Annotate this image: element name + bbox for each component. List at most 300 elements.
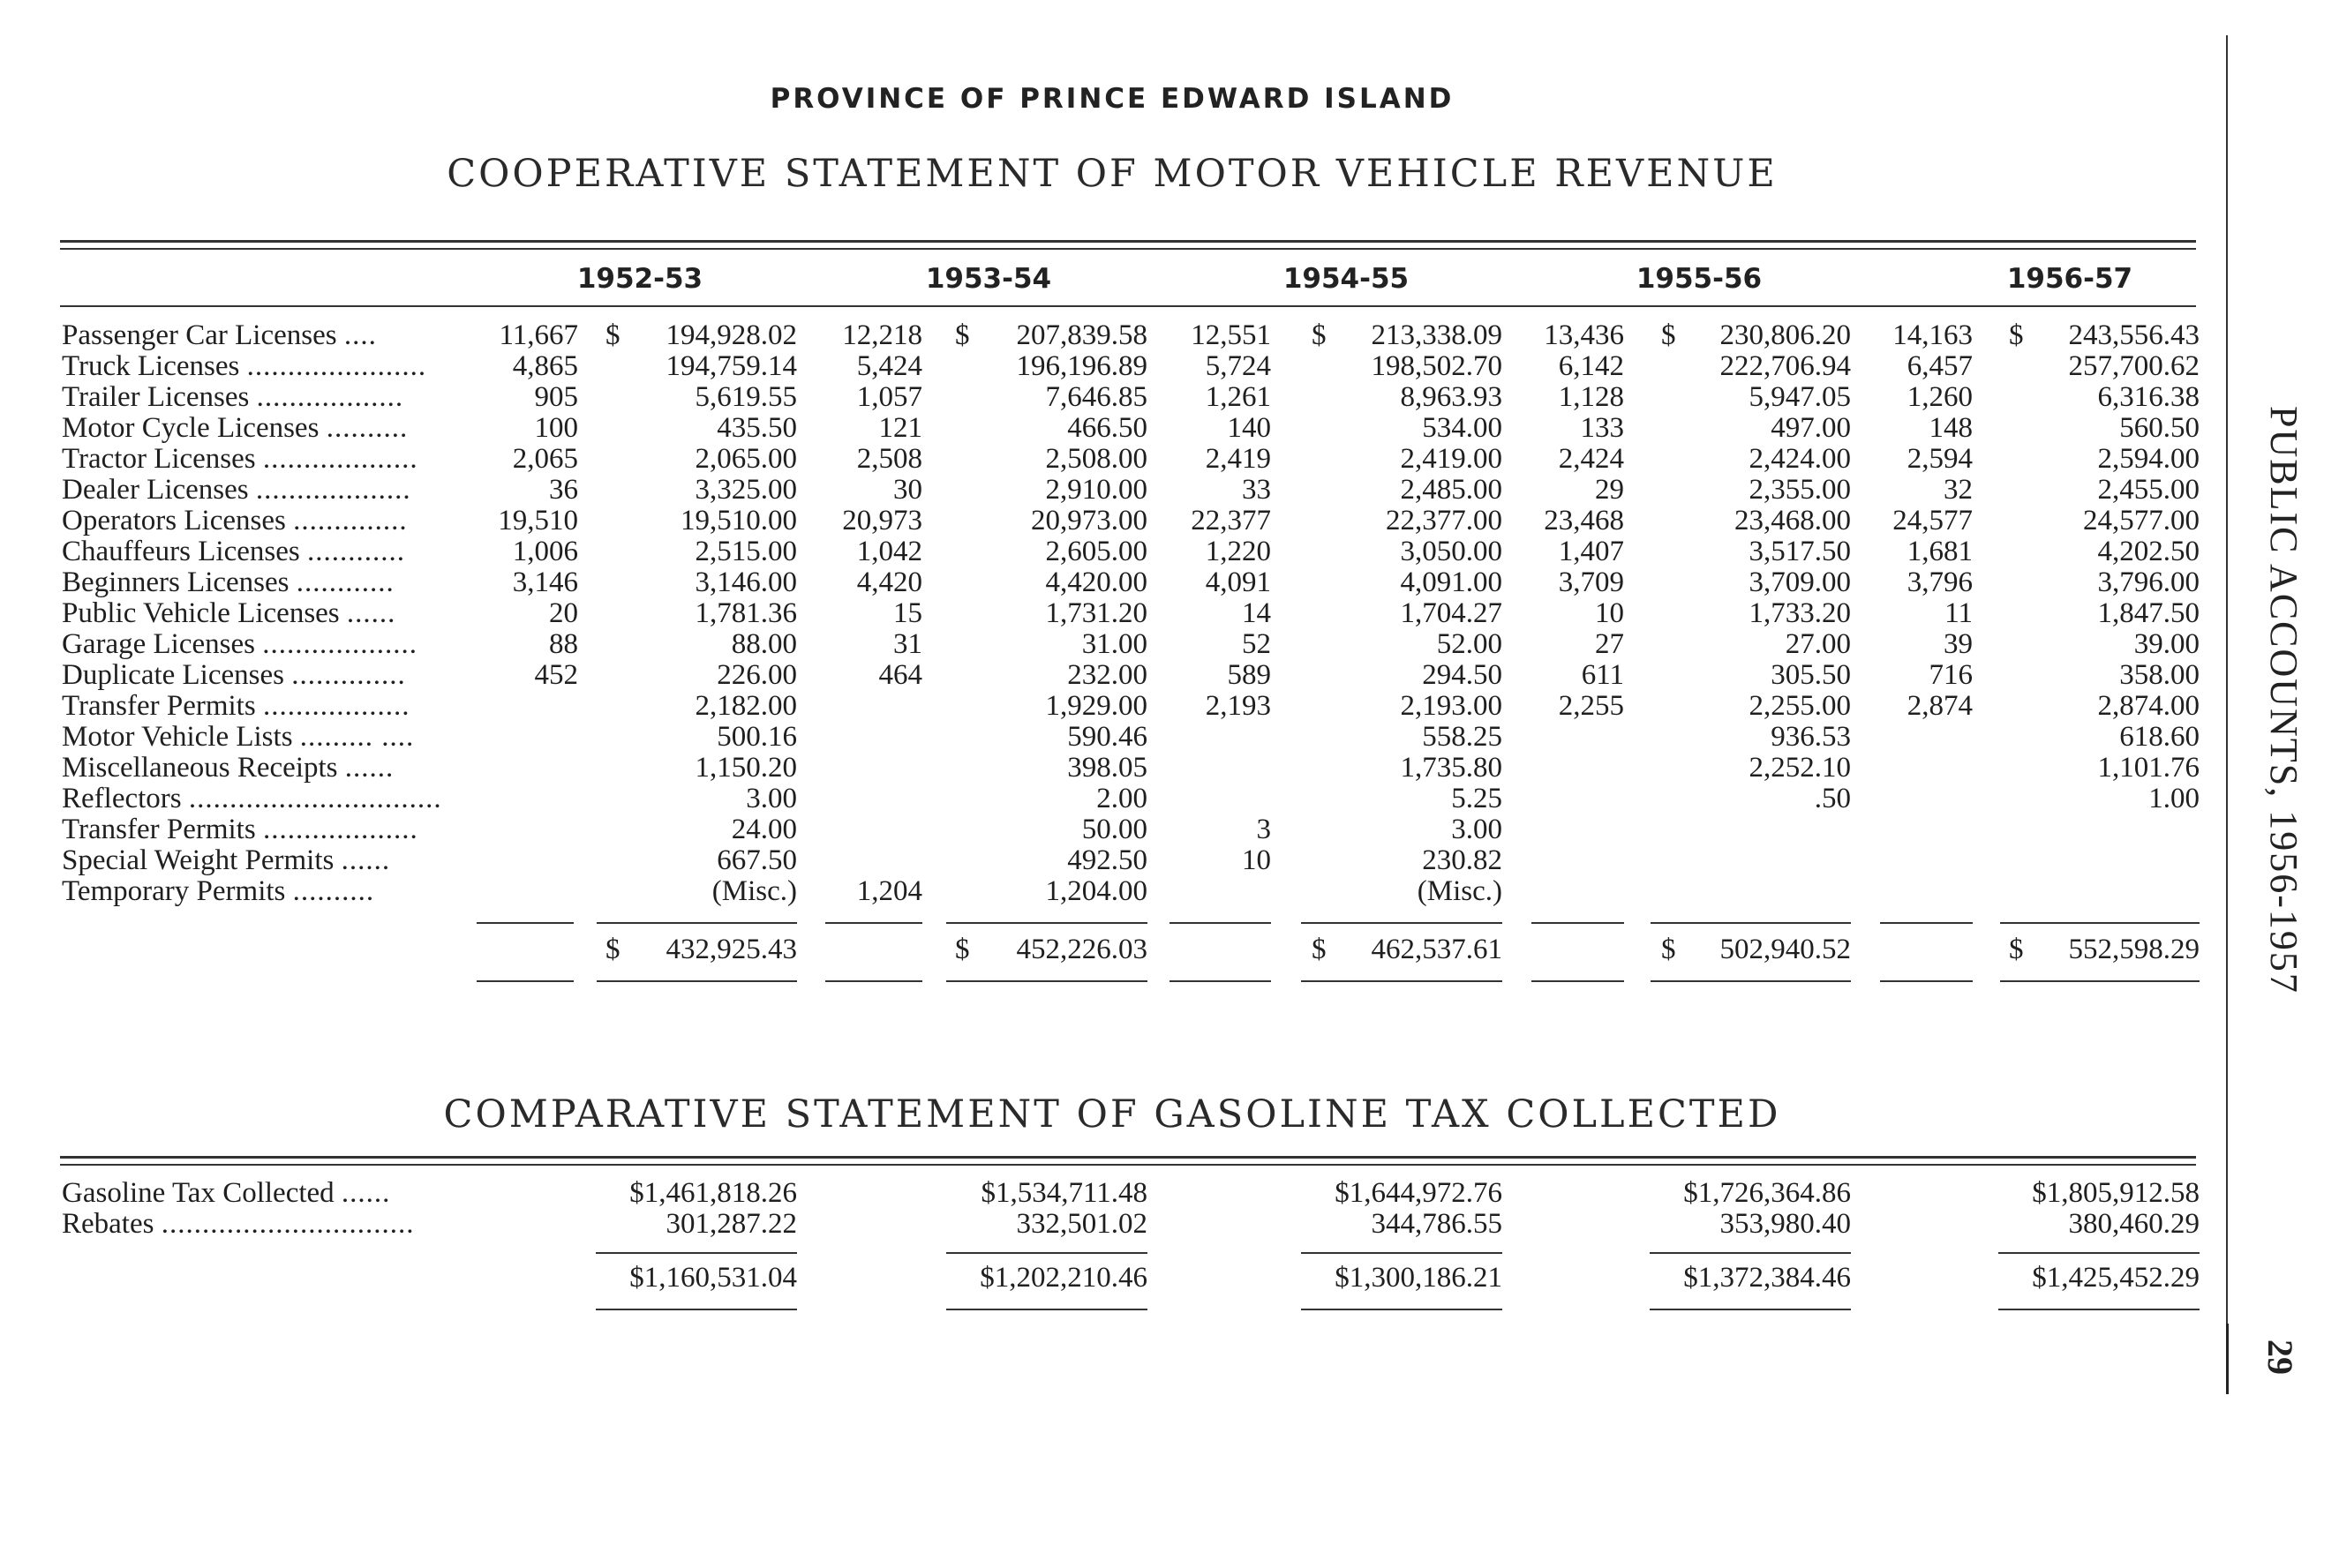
table-row [0,629,2224,660]
license-count: 27 [1595,628,1624,660]
revenue-amount: 2,515.00 [695,536,797,567]
license-count: 1,042 [856,536,922,567]
revenue-amount: 2,419.00 [1400,443,1502,475]
gas-table-top-rule-inner [60,1164,2196,1166]
license-count: 716 [1929,659,1973,691]
dollar-sign: $ [1661,319,1676,351]
revenue-amount: 6,316.38 [2097,381,2200,413]
table-row [0,320,2224,351]
row-label [62,444,468,475]
license-count: 464 [878,659,922,691]
gas-amount: 353,980.40 [1719,1208,1851,1240]
license-count: 3 [1256,814,1271,845]
revenue-amount: 20,973.00 [1031,505,1147,536]
count-total-rule [1880,922,1973,924]
license-count: 11 [1944,597,1973,629]
license-count: 6,457 [1907,350,1973,382]
row-label [62,814,468,845]
license-count: 3,796 [1907,566,1973,598]
leader-dots: ............................... [188,784,442,814]
gas-amount: $1,726,364.86 [1683,1177,1851,1209]
gas-amount: $1,534,711.48 [981,1177,1147,1209]
license-count: 2,424 [1558,443,1624,475]
license-count: 10 [1242,844,1271,876]
row-label-text: Special Weight Permits [62,845,335,876]
table-row [0,506,2224,536]
license-count: 2,874 [1907,690,1973,722]
dollar-sign: $ [2009,319,2024,351]
revenue-amount: 2,605.00 [1045,536,1147,567]
year-header: 1953-54 [925,263,1052,295]
license-count: 5,724 [1205,350,1271,382]
gas-total-amount: $1,160,531.04 [629,1262,797,1294]
table-row [0,753,2224,784]
margin-rule [2226,35,2228,1359]
total-amount: 462,537.61 [1371,934,1502,965]
license-count: 4,865 [512,350,578,382]
row-label [62,351,468,382]
revenue-amount: 226.00 [717,659,797,691]
gas-total-rule [1301,1252,1502,1254]
year-header: 1955-56 [1636,263,1763,295]
license-count: 14 [1242,597,1271,629]
gas-double-rule [1998,1309,2200,1310]
row-label [62,753,468,784]
dollar-sign: $ [955,934,970,965]
row-label-text: Truck Licenses [62,351,240,382]
total-amount: 552,598.29 [2068,934,2200,965]
revenue-amount: 560.50 [2119,412,2200,444]
row-label [62,845,468,876]
license-count: 36 [549,474,578,506]
license-count: 1,407 [1558,536,1624,567]
revenue-amount: 2,065.00 [695,443,797,475]
gas-total-amount: $1,202,210.46 [980,1262,1147,1294]
leader-dots: .............. [293,506,408,536]
province-heading: PROVINCE OF PRINCE EDWARD ISLAND [770,83,1455,115]
license-count: 140 [1227,412,1271,444]
revenue-amount: 1,929.00 [1045,690,1147,722]
row-label-text: Transfer Permits [62,814,256,845]
revenue-amount: 3,146.00 [695,566,797,598]
row-label-text: Garage Licenses [62,629,255,660]
leader-dots: ...... [341,845,391,876]
license-count: 15 [893,597,922,629]
revenue-amount: 24,577.00 [2083,505,2200,536]
revenue-amount: 198,502.70 [1371,350,1502,382]
leader-dots: ...... [341,1178,391,1209]
revenue-amount: 7,646.85 [1045,381,1147,413]
license-count: 4,091 [1205,566,1271,598]
row-label [62,876,468,907]
revenue-amount: 590.46 [1067,721,1147,753]
revenue-amount: 3,517.50 [1749,536,1851,567]
count-double-rule [477,980,574,982]
license-count: 1,261 [1205,381,1271,413]
license-count: 33 [1242,474,1271,506]
revenue-amount: 1,781.36 [695,597,797,629]
license-count: 1,681 [1907,536,1973,567]
table-row [0,598,2224,629]
license-count: 32 [1944,474,1973,506]
revenue-amount: 196,196.89 [1016,350,1147,382]
row-label-text: Motor Vehicle Lists [62,722,293,753]
revenue-amount: 435.50 [717,412,797,444]
license-count: 5,424 [856,350,922,382]
page-number-text: 29 [2260,1339,2300,1375]
license-count: 6,142 [1558,350,1624,382]
license-count: 1,057 [856,381,922,413]
leader-dots: ................... [255,475,411,506]
amount-total-rule [1301,922,1502,924]
row-label [62,722,468,753]
leader-dots: ......... .... [299,722,415,753]
revenue-amount: 230.82 [1422,844,1502,876]
row-label-text: Rebates [62,1209,154,1240]
row-label-text: Gasoline Tax Collected [62,1178,335,1209]
revenue-amount: 8,963.93 [1400,381,1502,413]
table-row [0,876,2224,907]
table-top-rule [60,240,2196,243]
row-label-text: Motor Cycle Licenses [62,413,320,444]
table-row [0,444,2224,475]
revenue-amount: 22,377.00 [1386,505,1502,536]
amount-double-rule [1301,980,1502,982]
gas-total-amount: $1,425,452.29 [2032,1262,2200,1294]
table-row [0,660,2224,691]
revenue-amount: 2,874.00 [2097,690,2200,722]
row-label-text: Transfer Permits [62,691,256,722]
row-label-text: Miscellaneous Receipts [62,753,338,784]
license-count: 2,594 [1907,443,1973,475]
leader-dots: ................... [262,814,418,845]
revenue-amount: 1,733.20 [1749,597,1851,629]
gas-amount: $1,461,818.26 [629,1177,797,1209]
gas-total-rule [596,1252,797,1254]
license-count: 19,510 [498,505,578,536]
page-number-rule [2226,1324,2229,1394]
license-count: 29 [1595,474,1624,506]
row-label [62,413,468,444]
revenue-amount: 1.00 [2148,783,2200,814]
revenue-amount: 2,508.00 [1045,443,1147,475]
row-label [62,1209,468,1240]
license-count: 2,255 [1558,690,1624,722]
row-label [62,691,468,722]
row-label [62,629,468,660]
gas-double-rule [1301,1309,1502,1310]
license-count: 1,006 [512,536,578,567]
license-count: 88 [549,628,578,660]
revenue-amount: 1,735.80 [1400,752,1502,784]
license-count: 2,419 [1205,443,1271,475]
license-count: 4,420 [856,566,922,598]
revenue-amount: 3.00 [1451,814,1502,845]
amount-total-rule [1651,922,1851,924]
revenue-amount: 5,947.05 [1749,381,1851,413]
count-total-rule [477,922,574,924]
motor-vehicle-title: COOPERATIVE STATEMENT OF MOTOR VEHICLE REVENUE [447,152,1778,196]
license-count: 1,260 [1907,381,1973,413]
revenue-amount: 1,150.20 [695,752,797,784]
row-label [62,567,468,598]
revenue-amount: 50.00 [1081,814,1147,845]
table-row [0,413,2224,444]
dollar-sign: $ [1312,934,1327,965]
dollar-sign: $ [605,319,620,351]
row-label [62,784,468,814]
license-count: 13,436 [1544,319,1624,351]
gas-total-rule [1998,1252,2200,1254]
revenue-amount: 1,847.50 [2097,597,2200,629]
revenue-amount: 3,050.00 [1400,536,1502,567]
gas-amount: $1,644,972.76 [1335,1177,1502,1209]
license-count: 39 [1944,628,1973,660]
row-label [62,598,468,629]
revenue-amount: 257,700.62 [2068,350,2200,382]
count-total-rule [1531,922,1624,924]
gas-double-rule [596,1309,797,1310]
revenue-amount: 243,556.43 [2068,319,2200,351]
dollar-sign: $ [1312,319,1327,351]
leader-dots: ................... [262,444,418,475]
revenue-amount: 52.00 [1436,628,1502,660]
table-row [0,475,2224,506]
revenue-amount: 19,510.00 [681,505,797,536]
leader-dots: ............................... [161,1209,415,1240]
revenue-amount: 500.16 [717,721,797,753]
license-count: 2,508 [856,443,922,475]
public-accounts-caption [2255,406,2308,1041]
revenue-amount: 1,731.20 [1045,597,1147,629]
revenue-amount: 31.00 [1081,628,1147,660]
revenue-amount: 3,796.00 [2097,566,2200,598]
row-label-text: Tractor Licenses [62,444,256,475]
total-amount: 432,925.43 [666,934,797,965]
gas-double-rule [946,1309,1147,1310]
amount-double-rule [2000,980,2200,982]
license-count: 611 [1581,659,1624,691]
revenue-amount: (Misc.) [711,875,797,907]
revenue-amount: 936.53 [1771,721,1851,753]
revenue-amount: 2,455.00 [2097,474,2200,506]
amount-total-rule [946,922,1147,924]
revenue-amount: 558.25 [1422,721,1502,753]
amount-double-rule [597,980,797,982]
table-row [0,567,2224,598]
leader-dots: ...................... [246,351,427,382]
revenue-amount: 4,420.00 [1045,566,1147,598]
leader-dots: .................. [262,691,410,722]
revenue-amount: 23,468.00 [1734,505,1851,536]
revenue-amount: 1,204.00 [1045,875,1147,907]
dollar-sign: $ [1661,934,1676,965]
license-count: 14,163 [1892,319,1973,351]
revenue-amount: 24.00 [731,814,797,845]
leader-dots: .......... [326,413,409,444]
count-total-rule [825,922,922,924]
revenue-amount: 497.00 [1771,412,1851,444]
row-label-text: Duplicate Licenses [62,660,284,691]
header-bottom-rule [60,305,2196,307]
table-row [0,814,2224,845]
revenue-amount: 2,193.00 [1400,690,1502,722]
license-count: 2,065 [512,443,578,475]
license-count: 12,551 [1191,319,1271,351]
revenue-amount: 358.00 [2119,659,2200,691]
row-label-text: Beginners Licenses [62,567,290,598]
license-count: 100 [534,412,578,444]
row-label [62,660,468,691]
license-count: 1,128 [1558,381,1624,413]
license-count: 10 [1595,597,1624,629]
license-count: 22,377 [1191,505,1271,536]
license-count: 3,709 [1558,566,1624,598]
revenue-amount: 398.05 [1067,752,1147,784]
table-row [0,691,2224,722]
amount-double-rule [946,980,1147,982]
row-label-text: Operators Licenses [62,506,286,536]
revenue-amount: 492.50 [1067,844,1147,876]
row-label-text: Dealer Licenses [62,475,249,506]
revenue-amount: 194,928.02 [666,319,797,351]
gas-amount: 301,287.22 [666,1208,797,1240]
count-double-rule [1531,980,1624,982]
table-row [0,536,2224,567]
dollar-sign: $ [955,319,970,351]
revenue-amount: 2,255.00 [1749,690,1851,722]
revenue-amount: 222,706.94 [1719,350,1851,382]
revenue-amount: 534.00 [1422,412,1502,444]
license-count: 20 [549,597,578,629]
gas-total-rule [1650,1252,1851,1254]
revenue-amount: 1,704.27 [1400,597,1502,629]
leader-dots: .......... [292,876,375,907]
leader-dots: .................. [256,382,404,413]
side-caption-text: PUBLIC ACCOUNTS, 1956-1957 [2262,406,2305,994]
count-double-rule [825,980,922,982]
table-row [0,784,2224,814]
row-label [62,1178,468,1209]
leader-dots: ................... [262,629,417,660]
leader-dots: ...... [346,598,396,629]
row-label [62,536,468,567]
leader-dots: ............ [306,536,405,567]
total-amount: 452,226.03 [1016,934,1147,965]
license-count: 133 [1580,412,1624,444]
table-row [0,1209,2224,1240]
license-count: 589 [1227,659,1271,691]
year-header: 1954-55 [1282,263,1410,295]
row-label [62,320,468,351]
amount-double-rule [1651,980,1851,982]
revenue-amount: 213,338.09 [1371,319,1502,351]
revenue-amount: 3,709.00 [1749,566,1851,598]
license-count: 52 [1242,628,1271,660]
gas-double-rule [1650,1309,1851,1310]
license-count: 452 [534,659,578,691]
license-count: 12,218 [842,319,922,351]
license-count: 148 [1929,412,1973,444]
revenue-amount: 2,355.00 [1749,474,1851,506]
revenue-amount: 232.00 [1067,659,1147,691]
revenue-amount: 1,101.76 [2097,752,2200,784]
count-total-rule [1170,922,1271,924]
leader-dots: .............. [291,660,406,691]
revenue-amount: 3,325.00 [695,474,797,506]
license-count: 905 [534,381,578,413]
leader-dots: ...... [344,753,395,784]
revenue-amount: 2.00 [1096,783,1147,814]
revenue-amount: 39.00 [2133,628,2200,660]
revenue-amount: 88.00 [731,628,797,660]
license-count: 1,220 [1205,536,1271,567]
revenue-amount: 2,910.00 [1045,474,1147,506]
revenue-amount: 2,424.00 [1749,443,1851,475]
license-count: 23,468 [1544,505,1624,536]
revenue-amount: 2,252.10 [1749,752,1851,784]
revenue-amount: 466.50 [1067,412,1147,444]
revenue-amount: 2,182.00 [695,690,797,722]
table-top-rule-inner [60,248,2196,250]
license-count: 121 [878,412,922,444]
dollar-sign: $ [2009,934,2024,965]
gas-amount: 344,786.55 [1371,1208,1502,1240]
row-label [62,382,468,413]
row-label [62,475,468,506]
license-count: 30 [893,474,922,506]
row-label-text: Chauffeurs Licenses [62,536,300,567]
revenue-amount: 294.50 [1422,659,1502,691]
revenue-amount: 5,619.55 [695,381,797,413]
table-row [0,845,2224,876]
count-double-rule [1880,980,1973,982]
license-count: 2,193 [1205,690,1271,722]
table-row [0,722,2224,753]
gas-totals-row [0,1263,2224,1294]
gas-amount: $1,805,912.58 [2032,1177,2200,1209]
total-amount: 502,940.52 [1719,934,1851,965]
year-header: 1956-57 [2006,263,2133,295]
table-row [0,351,2224,382]
license-count: 24,577 [1892,505,1973,536]
revenue-amount: 194,759.14 [666,350,797,382]
row-label-text: Trailer Licenses [62,382,250,413]
row-label [62,506,468,536]
revenue-amount: (Misc.) [1417,875,1502,907]
amount-total-rule [597,922,797,924]
page-number [2255,1339,2308,1392]
amount-total-rule [2000,922,2200,924]
revenue-amount: 27.00 [1785,628,1851,660]
revenue-amount: .50 [1814,783,1851,814]
revenue-amount: 207,839.58 [1016,319,1147,351]
gas-amount: 380,460.29 [2068,1208,2200,1240]
gas-total-amount: $1,300,186.21 [1335,1262,1502,1294]
gas-total-rule [946,1252,1147,1254]
revenue-amount: 305.50 [1771,659,1851,691]
table-row [0,1178,2224,1209]
revenue-amount: 4,091.00 [1400,566,1502,598]
row-label-text: Reflectors [62,784,182,814]
gas-amount: 332,501.02 [1016,1208,1147,1240]
gas-total-amount: $1,372,384.46 [1683,1262,1851,1294]
license-count: 1,204 [856,875,922,907]
revenue-amount: 2,594.00 [2097,443,2200,475]
leader-dots: ............ [296,567,395,598]
table-row [0,382,2224,413]
license-count: 20,973 [842,505,922,536]
